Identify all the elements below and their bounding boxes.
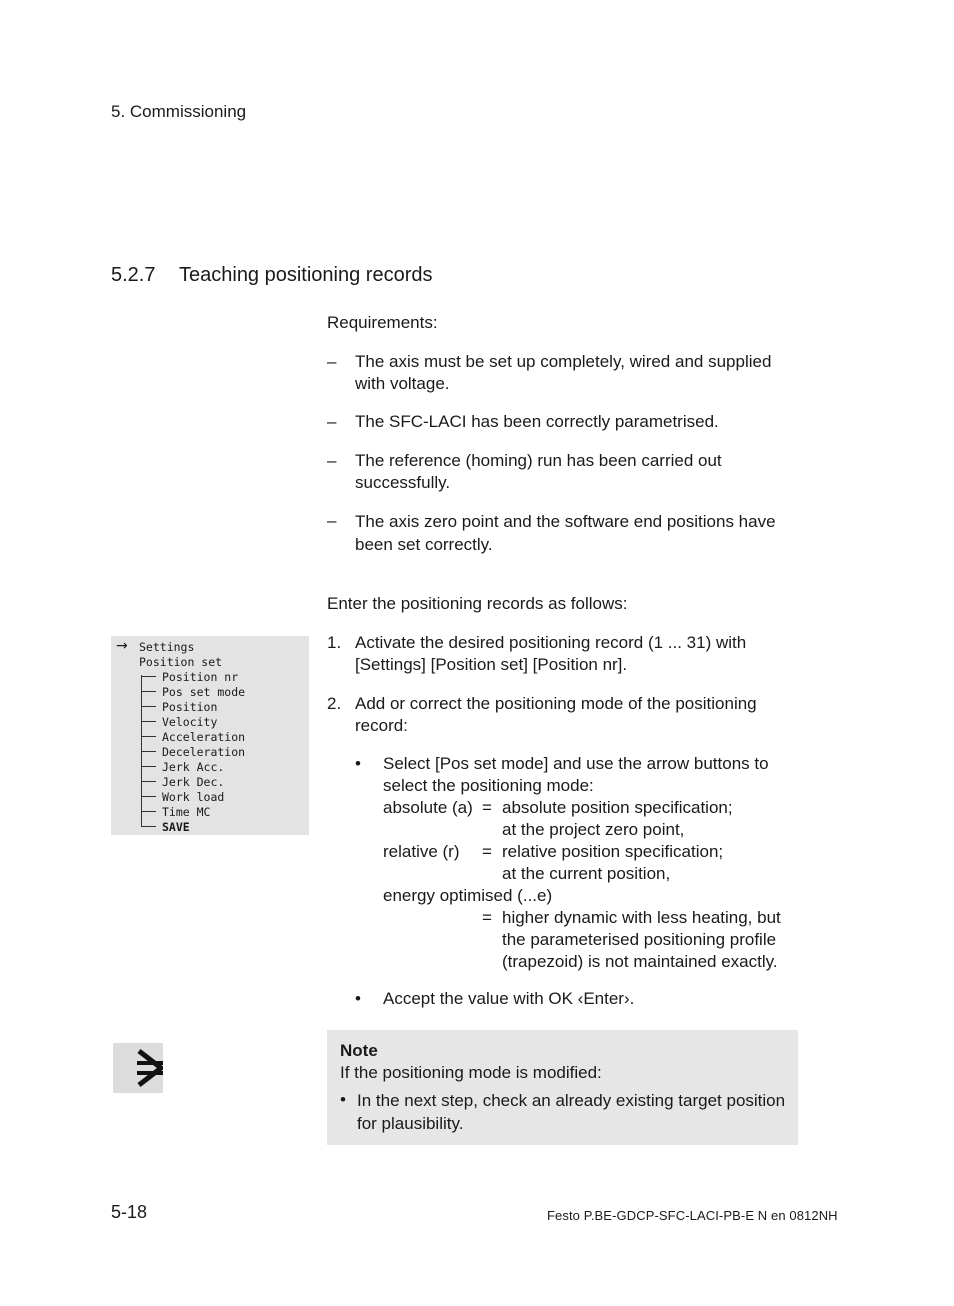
section-heading	[111, 264, 433, 287]
dash-marker: –	[327, 451, 337, 470]
note-title: Note	[340, 1041, 378, 1060]
dash-marker: –	[327, 412, 337, 431]
mode-equals: =	[482, 798, 492, 817]
tree-branch	[141, 751, 156, 752]
running-header: 5. Commissioning	[111, 102, 247, 121]
note-icon-box	[113, 1043, 163, 1093]
mode-equals: =	[482, 842, 492, 861]
tree-branch	[141, 811, 156, 812]
mode-bullet	[355, 753, 795, 971]
menu-item: Time MC	[162, 805, 211, 819]
menu-arrow-icon: →	[116, 638, 128, 654]
step-number: 2.	[327, 694, 342, 713]
requirement-item	[327, 510, 797, 556]
procedure-step	[327, 693, 797, 737]
mode-term-absolute: absolute (a)	[383, 798, 473, 817]
mode-equals: =	[482, 908, 492, 927]
procedure-step	[327, 632, 797, 676]
definition-line: at the current position,	[502, 864, 671, 883]
tree-branch	[141, 781, 156, 782]
mode-term-relative: relative (r)	[383, 842, 460, 861]
menu-root: Settings	[139, 640, 195, 654]
menu-item: Jerk Acc.	[162, 760, 225, 774]
menu-item: Pos set mode	[162, 685, 246, 699]
requirement-line: The axis zero point and the software end positions have	[355, 512, 776, 531]
requirement-item	[327, 450, 797, 494]
requirement-line: The reference (homing) run has been carried out	[355, 451, 722, 470]
tree-branch	[141, 736, 156, 737]
definition-line: absolute position specification;	[502, 798, 733, 817]
menu-item: Acceleration	[162, 730, 246, 744]
step-line: record:	[355, 716, 408, 735]
menu-item: Position nr	[162, 670, 239, 684]
bullet-marker: •	[355, 754, 361, 773]
requirement-line: been set correctly.	[355, 535, 493, 554]
menu-item-save: SAVE	[162, 820, 190, 834]
definition-line: (trapezoid) is not maintained exactly.	[502, 952, 778, 971]
dash-marker: –	[327, 511, 337, 530]
requirement-line: The SFC-LACI has been correctly parametrised.	[355, 412, 719, 431]
section-title: Teaching positioning records	[179, 264, 433, 286]
note-bullet-line: In the next step, check an already existing target position	[357, 1091, 786, 1110]
mode-definition-relative	[502, 841, 795, 885]
tree-branch	[141, 706, 156, 707]
bullet-marker: •	[355, 989, 361, 1008]
tree-branch	[141, 676, 156, 677]
tree-branch	[141, 721, 156, 722]
procedure-intro: Enter the positioning records as follows:	[327, 594, 628, 613]
mode-definition-energy	[502, 907, 795, 973]
requirement-item	[327, 411, 797, 433]
arrow-right-icon	[113, 1043, 163, 1093]
definition-line: higher dynamic with less heating, but	[502, 908, 781, 927]
requirements-intro: Requirements:	[327, 313, 438, 332]
tree-branch	[141, 766, 156, 767]
note-box	[327, 1030, 798, 1145]
note-bullet-line: for plausibility.	[357, 1114, 464, 1133]
requirement-line: successfully.	[355, 473, 451, 492]
menu-sub: Position set	[139, 655, 223, 669]
note-bullet	[357, 1089, 797, 1135]
menu-item: Deceleration	[162, 745, 246, 759]
document-id: Festo P.BE-GDCP-SFC-LACI-PB-E N en 0812NH	[547, 1208, 838, 1223]
step-line: Activate the desired positioning record (1 ... 31) with	[355, 633, 747, 652]
bullet-line: select the positioning mode:	[383, 776, 594, 795]
menu-item: Velocity	[162, 715, 218, 729]
definition-line: relative position specification;	[502, 842, 724, 861]
step-number: 1.	[327, 633, 342, 652]
requirement-line: with voltage.	[355, 374, 450, 393]
step-line: [Settings] [Position set] [Position nr].	[355, 655, 628, 674]
tree-branch	[141, 826, 156, 827]
bullet-marker: •	[340, 1090, 346, 1109]
dash-marker: –	[327, 352, 337, 371]
tree-branch	[141, 796, 156, 797]
definition-line: the parameterised positioning profile	[502, 930, 777, 949]
requirement-item	[327, 351, 797, 395]
page-number: 5-18	[111, 1202, 148, 1222]
menu-tree	[111, 636, 309, 835]
bullet-line: Select [Pos set mode] and use the arrow buttons to	[383, 754, 769, 773]
mode-definition-absolute	[502, 797, 795, 841]
menu-item: Jerk Dec.	[162, 775, 225, 789]
menu-item: Position	[162, 700, 218, 714]
requirement-line: The axis must be set up completely, wired and supplied	[355, 352, 772, 371]
definition-line: at the project zero point,	[502, 820, 685, 839]
step-line: Add or correct the positioning mode of the positioning	[355, 694, 757, 713]
note-text: If the positioning mode is modified:	[340, 1063, 602, 1082]
tree-branch	[141, 691, 156, 692]
section-number: 5.2.7	[111, 264, 156, 286]
menu-item: Work load	[162, 790, 225, 804]
bullet-line: Accept the value with OK ‹Enter›.	[383, 989, 635, 1008]
mode-term-energy: energy optimised (...e)	[383, 886, 553, 905]
